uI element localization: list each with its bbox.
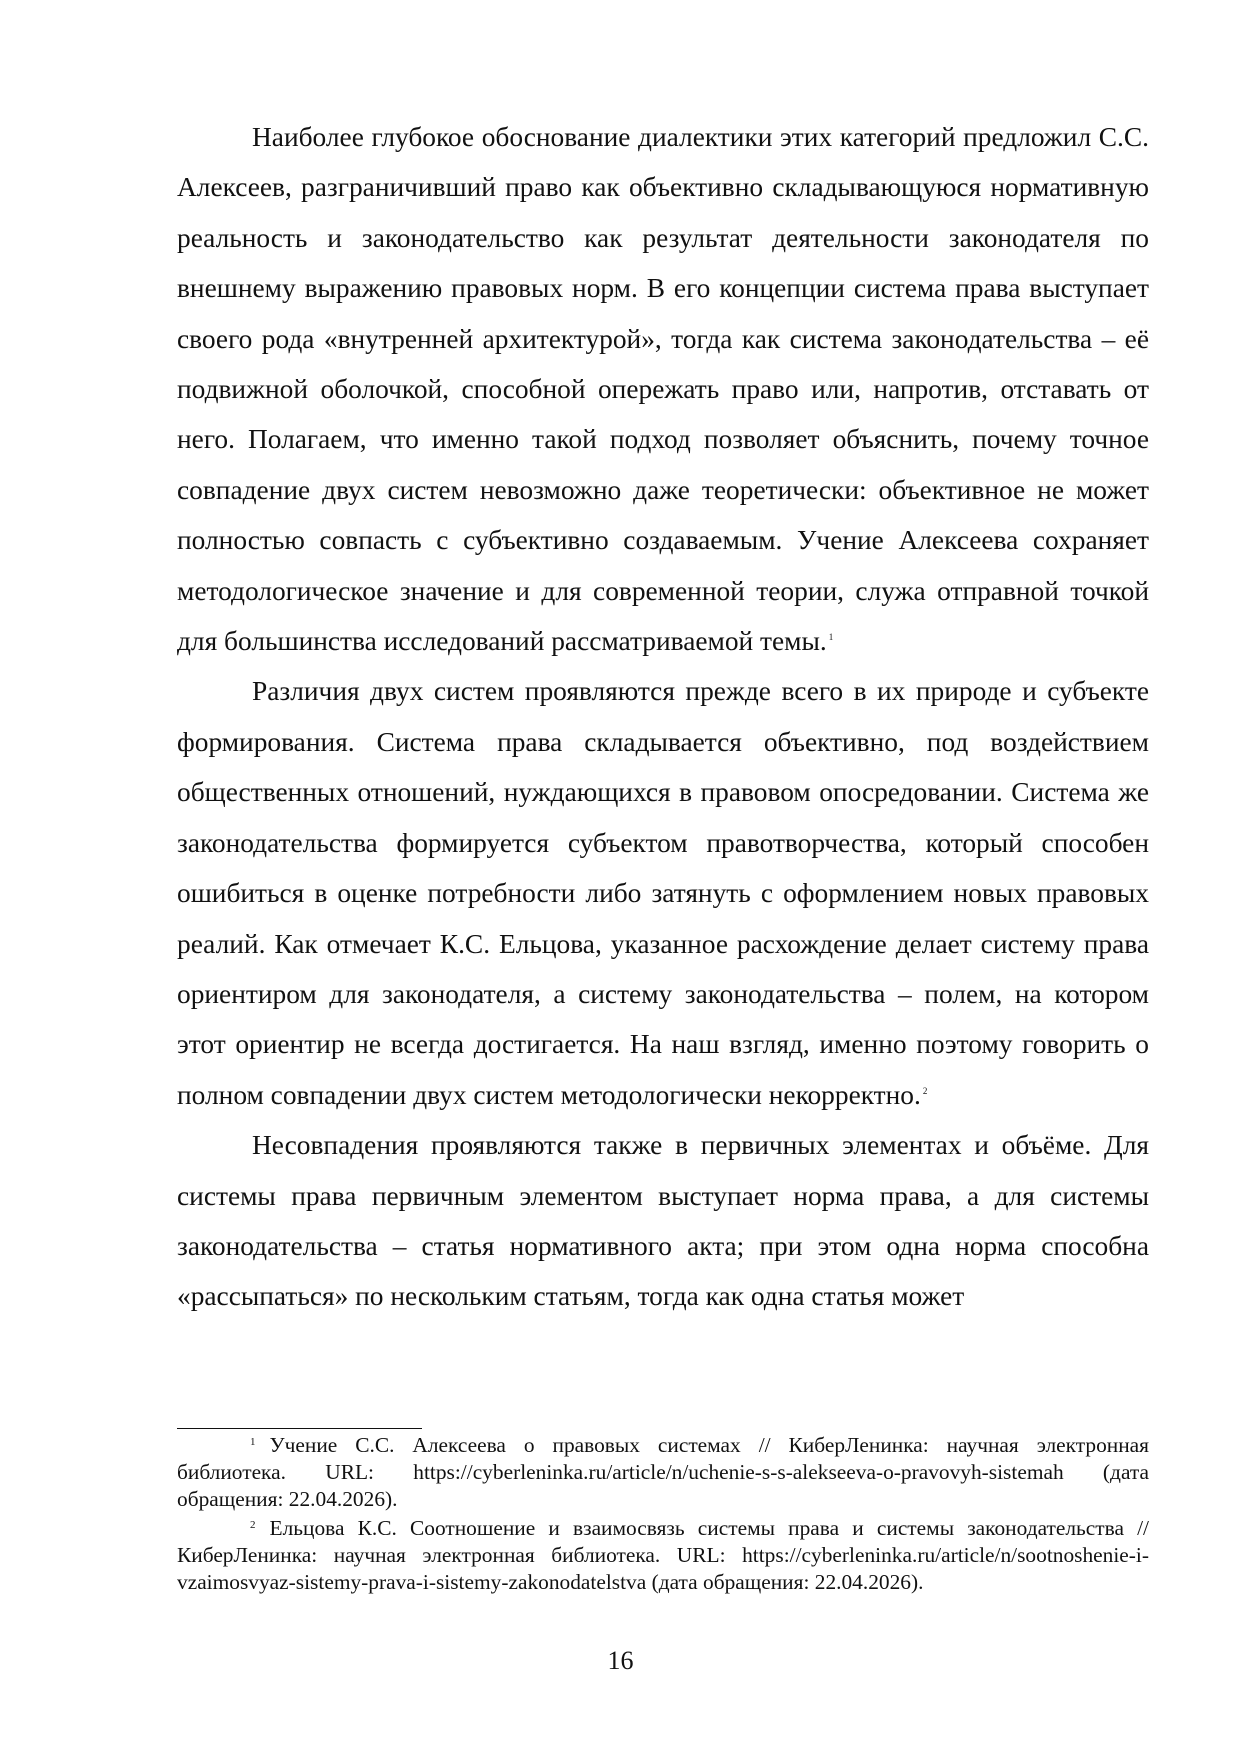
footnote-ref-1[interactable]: 1 — [828, 632, 834, 643]
footnote-1-number: 1 — [250, 1436, 256, 1448]
paragraph-3 — [177, 1120, 1149, 1322]
footnote-2-text: Ельцова К.С. Соотношение и взаимосвязь системы права и системы законодательства // КиберЛенинка: научная электронная библиотека. URL: https://cyberleninka.ru/article/n/sootnoshenie-i-vzaimosvyaz-sistemy-prava-i-sistemy-zakonodatelstva (дата обращения: 22.04.2026). — [177, 1516, 1149, 1594]
footnote-2 — [177, 1515, 1149, 1596]
paragraph-1-text: Наиболее глубокое обоснование диалектики этих категорий предложил С.С. Алексеев, разграничивший право как объективно складывающуюся нормативную реальность и законодательство как результат деятельности законодателя по внешнему выражению правовых норм. В его концепции система права выступает своего рода «внутренней архитектурой», тогда как система законодательства – её подвижной оболочкой, способной опережать право или, напротив, отставать от него. Полагаем, что именно такой подход позволяет объяснить, почему точное совпадение двух систем невозможно даже теоретически: объективное не может полностью совпасть с субъективно создаваемым. Учение Алексеева сохраняет методологическое значение и для современной теории, служа отправной точкой для большинства исследований рассматриваемой темы. — [177, 122, 1149, 657]
paragraph-3-text: Несовпадения проявляются также в первичных элементах и объёме. Для системы права первичным элементом выступает норма права, а для системы законодательства – статья нормативного акта; при этом одна норма способна «рассыпаться» по нескольким статьям, тогда как одна статья может — [177, 1130, 1149, 1312]
footnote-2-number: 2 — [250, 1519, 256, 1531]
footnote-1 — [177, 1432, 1149, 1513]
footnote-ref-2[interactable]: 2 — [922, 1085, 928, 1096]
paragraph-2-text: Различия двух систем проявляются прежде всего в их природе и субъекте формирования. Система права складывается объективно, под воздействием общественных отношений, нуждающихся в правовом опосредовании. Система же законодательства формируется субъектом правотворчества, который способен ошибиться в оценке потребности либо затянуть с оформлением новых правовых реалий. Как отмечает К.С. Ельцова, указанное расхождение делает систему права ориентиром для законодателя, а систему законодательства – полем, на котором этот ориентир не всегда достигается. На наш взгляд, именно поэтому говорить о полном совпадении двух систем методологически некорректно. — [177, 676, 1149, 1110]
footnote-1-text: Учение С.С. Алексеева о правовых системах // КиберЛенинка: научная электронная библиотека. URL: https://cyberleninka.ru/article/n/uchenie-s-s-alekseeva-o-pravovyh-sistemah (дата обращения: 22.04.2026). — [177, 1433, 1149, 1511]
paragraph-2 — [177, 666, 1149, 1120]
paragraph-1 — [177, 112, 1149, 666]
footnotes — [177, 1432, 1149, 1598]
footnote-separator — [177, 1428, 422, 1429]
body-text — [177, 112, 1149, 1322]
page-number: 16 — [607, 1646, 634, 1675]
